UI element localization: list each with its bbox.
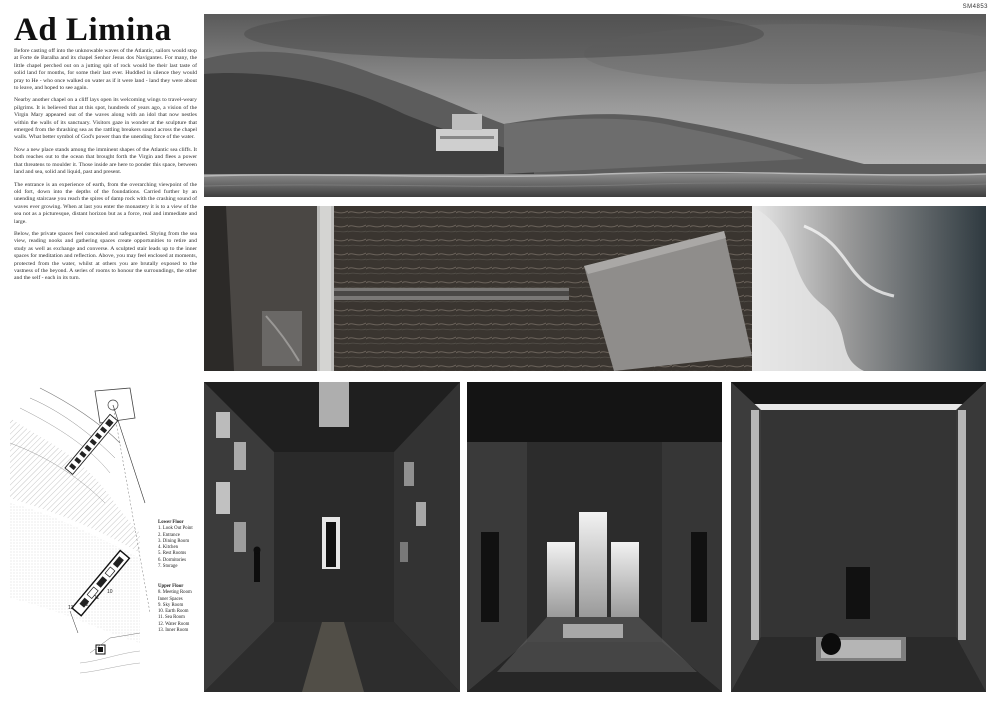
paragraph: Before casting off into the unknowable waves of the Atlantic, sailors would stop at Forte de Baralha and its chapel Senhor Jesus dos Navigantes. For many, the little chapel perched out on a jutting spit of rock would be their last taste of solid land for months, for some their last ever. Huddled in silence they would pray to He - who once walked on water as if it were land - land they were about to leave, and hoped to see again.: [14, 48, 197, 92]
legend-heading: Lower Floor: [158, 520, 184, 525]
legend-item: 6. Dormitories: [158, 557, 186, 563]
legend-item: 2. Entrance: [158, 532, 180, 538]
aerial-render: [204, 206, 986, 371]
legend-item: 7. Storage: [158, 564, 178, 570]
interior-pool-render: [731, 382, 986, 692]
legend-item: 3. Dining Room: [158, 538, 190, 544]
legend-item: 10. Earth Room: [158, 609, 189, 615]
legend-item: 5. Rest Rooms: [158, 551, 187, 557]
site-plan: [10, 383, 200, 693]
paragraph: Now a new place stands among the imminent shapes of the Atlantic sea cliffs. It both reaches out to the ocean that brought forth the Virgin and flees a power that threatens to moulder it. Those inside are here to ponder this space, between land and sea, solid and liquid, past and present.: [14, 146, 197, 176]
legend-item: 1. Look Out Point: [158, 526, 193, 532]
legend-upper-floor: [158, 584, 192, 634]
legend-lower-floor: [158, 520, 193, 570]
legend-item: 13. Inner Room: [158, 628, 189, 634]
coastal-cliff-render: [204, 14, 986, 197]
interior-corridor-render: [204, 382, 460, 692]
plan-label-10: 10: [107, 589, 113, 595]
page-title: Ad Limina: [14, 12, 172, 48]
legend-heading: Upper Floor: [158, 584, 184, 589]
paragraph: The entrance is an experience of earth, from the overarching viewpoint of the old fort, down into the depths of the foundations. Carried further by an unending staircase you reach the spires of damp rock with the crashing sound of waves ever growing. When at last you enter the monastery it is to a view of the sea not as a picturesque, distant horizon but as a force, real and immediate and large.: [14, 181, 197, 225]
legend-item: 4. Kitchen: [158, 545, 178, 551]
paragraph: Below, the private spaces feel concealed and safeguarded. Shying from the sea view, reading nooks and gathering spaces create opportunities to retire and study as well as exchange and converse. A sculpted stair leads up to the inner spaces for meditation and reflection. Above, you may feel enclosed at moments, protected from the water, whilst at others you are brutally exposed to the vastness of the beyond. A series of rooms to honour the surroundings, the other and the self - each in its turn.: [14, 230, 197, 282]
paragraph: Nearby another chapel on a cliff lays open its welcoming wings to travel-weary pilgrims. It is believed that at this spot, hundreds of years ago, a vision of the Virgin Mary appeared out of the waves along with an idol that now nestles within the walls of its sanctuary. Visitors gaze in wonder at the sculpture that emerged from the thrashing sea as the rattling breakers sound across the chapel walls. What better symbol of God's power than the unending force of the water.: [14, 97, 197, 141]
plan-label-13: 13: [68, 605, 74, 611]
interior-window-render: [467, 382, 722, 692]
plan-label-12: 12: [83, 602, 89, 608]
description-text: [14, 48, 197, 288]
legend-item: 9. Sky Room: [158, 602, 184, 608]
legend-item: 11. Sea Room: [158, 615, 185, 621]
plan-label-11: 11: [94, 595, 100, 601]
sheet-id: SM4853: [962, 4, 988, 10]
legend-item: 12. Water Room: [158, 621, 190, 627]
legend-item: Inner Spaces: [158, 596, 183, 602]
legend-item: 8. Meeting Room: [158, 590, 192, 596]
